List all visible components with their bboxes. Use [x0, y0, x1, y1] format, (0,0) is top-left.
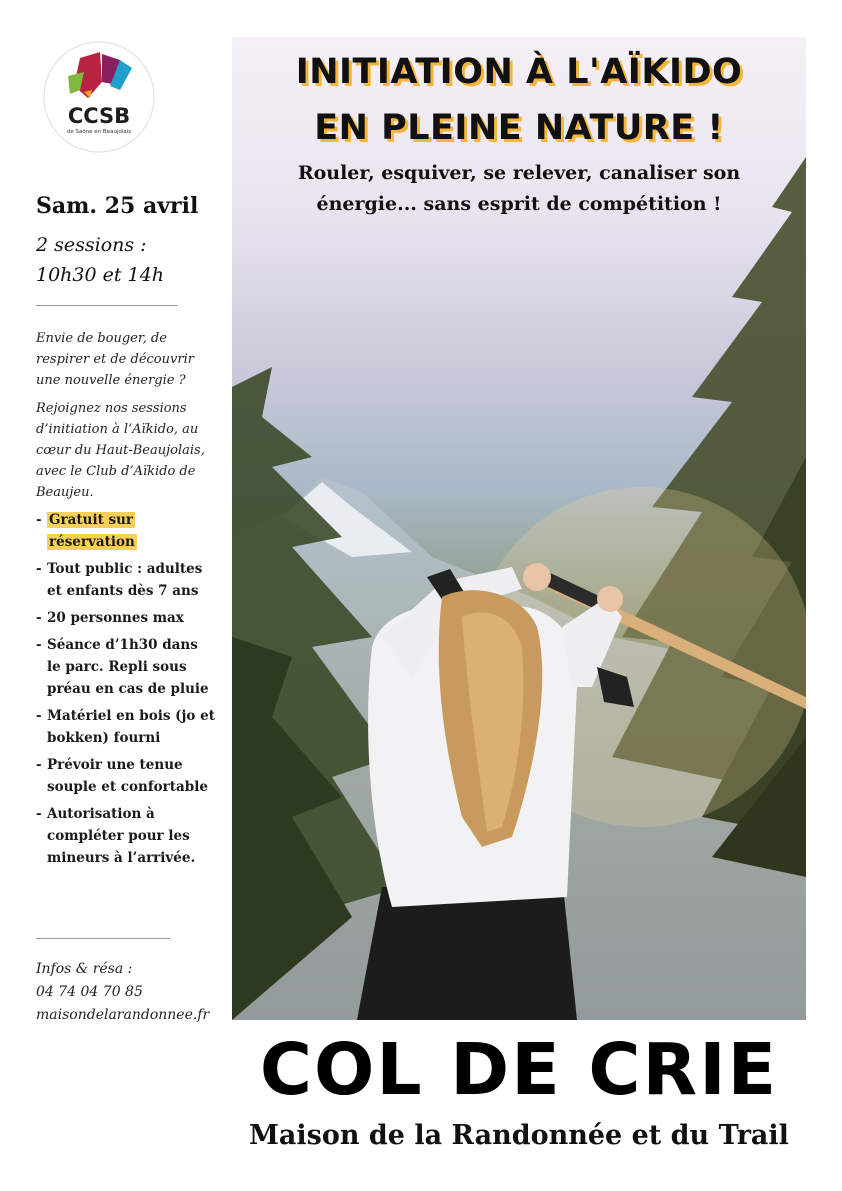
- intro-paragraph-1: Envie de bouger, de respirer et de découvrir une nouvelle énergie ?: [36, 331, 194, 388]
- event-date: Sam. 25 avril: [36, 193, 199, 219]
- hero-photo: [232, 37, 806, 1020]
- contact-website[interactable]: maisondelarandonnee.fr: [36, 1007, 210, 1023]
- list-item: - Gratuit sur réservation: [36, 512, 135, 550]
- list-item: - Matériel en bois (jo et bokken) fourni: [36, 708, 215, 746]
- logo-subtitle: de Saône en Beaujolais: [66, 129, 132, 135]
- list-item: - Autorisation à compléter pour les mineurs à l’arrivée.: [36, 806, 196, 866]
- details-list: [36, 509, 216, 874]
- tagline-line-2: énergie... sans esprit de compétition !: [316, 193, 722, 215]
- intro-text: [36, 328, 216, 510]
- list-item: - 20 personnes max: [36, 610, 184, 626]
- contact-label: Infos & résa :: [36, 961, 133, 977]
- sessions-times: 10h30 et 14h: [36, 264, 164, 286]
- venue-name: Maison de la Randonnée et du Trail: [249, 1120, 789, 1151]
- divider-top: [36, 305, 178, 306]
- highlight-free: Gratuit sur réservation: [49, 512, 135, 550]
- list-item: - Tout public : adultes et enfants dès 7 ans: [36, 561, 203, 599]
- tagline-line-1: Rouler, esquiver, se relever, canaliser son: [297, 162, 741, 184]
- event-sessions: [36, 230, 164, 290]
- ccsb-logo: [40, 38, 158, 156]
- divider-bottom: [36, 938, 170, 939]
- location-name: COL DE CRIE: [259, 1028, 779, 1111]
- list-item: - Prévoir une tenue souple et confortable: [36, 757, 208, 795]
- hero-title-line-1: INITIATION À L'AÏKIDO: [295, 52, 743, 92]
- ccsb-emblem-icon: [40, 38, 158, 156]
- list-item: - Séance d’1h30 dans le parc. Repli sous préau en cas de pluie: [36, 637, 209, 697]
- sessions-count: 2 sessions :: [36, 234, 147, 256]
- hero-tagline: [232, 158, 806, 220]
- logo-name: CCSB: [67, 104, 131, 128]
- intro-paragraph-2: Rejoignez nos sessions d’initiation à l’Aïkido, au cœur du Haut-Beaujolais, avec le Club d’Aïkido de Beaujeu.: [36, 401, 205, 500]
- hero-title-line-2: EN PLEINE NATURE !: [314, 108, 724, 148]
- contact-info: [36, 958, 209, 1027]
- contact-phone[interactable]: 04 74 04 70 85: [36, 984, 143, 1000]
